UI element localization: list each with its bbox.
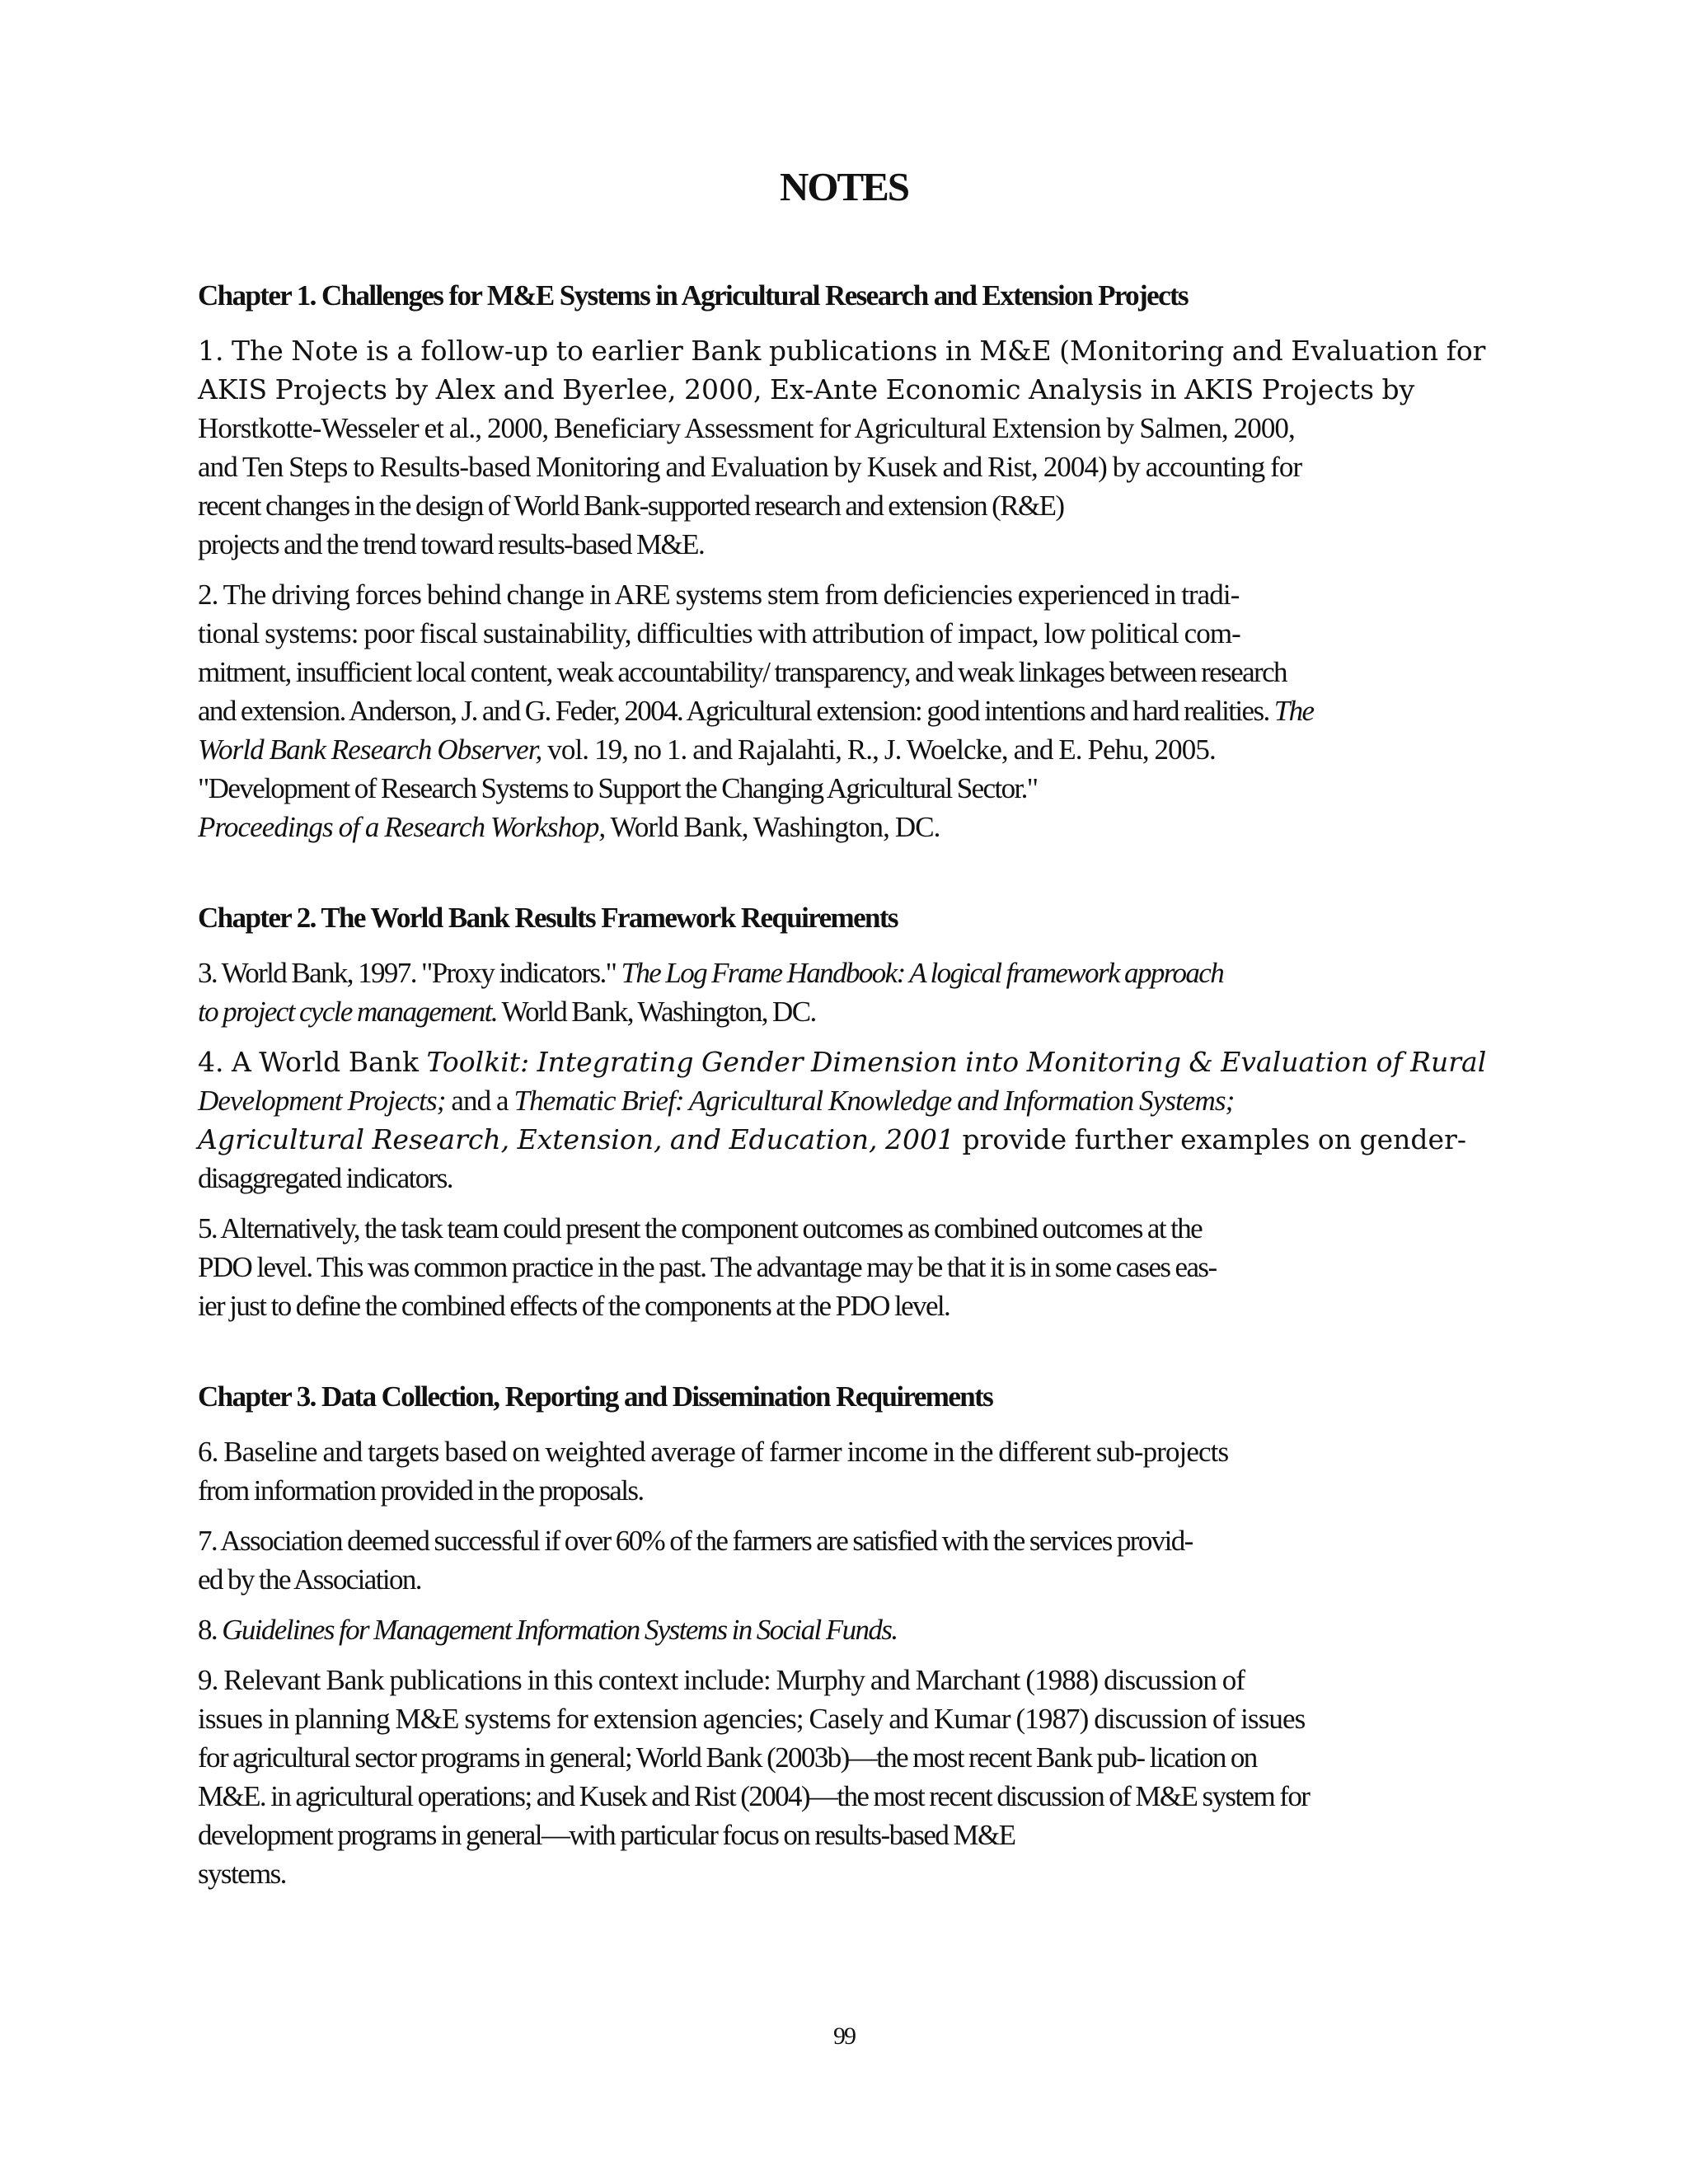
note-9-line: 9. Relevant Bank publications in this context include: Murphy and Marchant (1988) discussion of — [198, 1664, 1245, 1696]
note-3-text: 3. World Bank, 1997. "Proxy indicators." — [198, 957, 617, 989]
chapter-2-section — [198, 899, 1517, 1325]
note-9-line: for agricultural sector programs in general; World Bank (2003b)—the most recent Bank pub- lication on — [198, 1741, 1257, 1774]
note-8-text: 8. — [198, 1614, 218, 1646]
note-2-line: tional systems: poor fiscal sustainability, difficulties with attribution of impact, low political com- — [198, 617, 1240, 649]
page-title: NOTES — [779, 164, 909, 209]
note-2-line — [198, 691, 1517, 730]
note-3 — [198, 954, 1517, 1031]
note-6-line: from information provided in the proposals. — [198, 1474, 644, 1507]
note-9-line: development programs in general—with particular focus on results-based M&E — [198, 1819, 1015, 1851]
book-title: The Log Frame Handbook: A logical framework approach — [621, 957, 1224, 989]
note-1-line: 1. The Note is a follow-up to earlier Bank publications in M&E (Monitoring and Evaluation for — [198, 335, 1486, 367]
section-gap — [198, 1337, 1517, 1378]
note-4-text: 4. A World Bank — [198, 1046, 419, 1078]
toolkit-title: Toolkit: Integrating Gender Dimension into Monitoring & Evaluation of Rural — [426, 1046, 1487, 1078]
note-7 — [198, 1521, 1517, 1599]
toolkit-title: Development Projects; — [198, 1085, 446, 1117]
note-6-line: 6. Baseline and targets based on weighted average of farmer income in the different sub-projects — [198, 1436, 1229, 1468]
thematic-brief-title: Agricultural Research, Extension, and Education, 2001 — [198, 1123, 954, 1155]
journal-title-part: World Bank Research Observer, — [198, 733, 542, 766]
chapter-2-heading: Chapter 2. The World Bank Results Framework Requirements — [198, 902, 898, 934]
chapter-3-heading: Chapter 3. Data Collection, Reporting and Dissemination Requirements — [198, 1380, 993, 1413]
chapter-1-heading: Chapter 1. Challenges for M&E Systems in Agricultural Research and Extension Projects — [198, 279, 1189, 312]
note-1-line: and Ten Steps to Results-based Monitoring and Evaluation by Kusek and Rist, 2004) by accounting for — [198, 451, 1302, 483]
note-7-line: ed by the Association. — [198, 1563, 421, 1596]
note-5 — [198, 1209, 1517, 1325]
note-4-text: provide further examples on gender- — [962, 1123, 1466, 1155]
note-1-line: recent changes in the design of World Bank-supported research and extension (R&E) — [198, 490, 1064, 522]
note-2-line: mitment, insufficient local content, weak accountability/ transparency, and weak linkages between research — [198, 656, 1287, 688]
chapter-3-section — [198, 1378, 1517, 1893]
note-5-line: ier just to define the combined effects of the components at the PDO level. — [198, 1290, 950, 1322]
note-4-line — [198, 1081, 1517, 1120]
note-9-line: systems. — [198, 1858, 286, 1890]
note-2-line: "Development of Research Systems to Support the Changing Agricultural Sector." — [198, 772, 1038, 804]
note-7-line: 7. Association deemed successful if over 60% of the farmers are satisfied with the services provid- — [198, 1525, 1193, 1557]
chapter-1-section — [198, 277, 1517, 846]
note-2-line — [198, 730, 1517, 769]
note-8-line — [198, 1610, 1517, 1649]
note-2-text: and extension. Anderson, J. and G. Feder, 2004. Agricultural extension: good intentions and hard realities. — [198, 695, 1269, 727]
note-2-line — [198, 808, 1517, 846]
note-9-line: M&E. in agricultural operations; and Kusek and Rist (2004)—the most recent discussion of M&E system for — [198, 1780, 1310, 1812]
note-2-text: World Bank, Washington, DC. — [610, 811, 940, 843]
note-1-line: projects and the trend toward results-based M&E. — [198, 528, 705, 560]
proceedings-title: Proceedings of a Research Workshop, — [198, 811, 606, 843]
thematic-brief-title: Thematic Brief: Agricultural Knowledge and Information Systems; — [513, 1085, 1235, 1117]
note-1-line: Horstkotte-Wesseler et al., 2000, Beneficiary Assessment for Agricultural Extension by Salmen, 2000, — [198, 412, 1295, 444]
note-2 — [198, 575, 1517, 846]
section-gap — [198, 858, 1517, 899]
note-4-text: and a — [451, 1085, 509, 1117]
book-title: to project cycle management. — [198, 996, 497, 1028]
note-5-line: 5. Alternatively, the task team could present the component outcomes as combined outcomes at the — [198, 1212, 1203, 1244]
note-1-line: AKIS Projects by Alex and Byerlee, 2000, Ex-Ante Economic Analysis in AKIS Projects by — [198, 373, 1415, 405]
note-3-text: World Bank, Washington, DC. — [501, 996, 816, 1028]
note-4-line — [198, 1120, 1517, 1159]
note-6 — [198, 1432, 1517, 1510]
note-4 — [198, 1043, 1517, 1197]
note-9 — [198, 1661, 1517, 1893]
page-number: 99 — [833, 2022, 855, 2050]
note-8 — [198, 1610, 1517, 1649]
note-4-line — [198, 1043, 1517, 1081]
guidelines-title: Guidelines for Management Information Systems in Social Funds. — [222, 1614, 898, 1646]
journal-title-part: The — [1273, 695, 1314, 727]
note-9-line: issues in planning M&E systems for extension agencies; Casely and Kumar (1987) discussion of issues — [198, 1703, 1306, 1735]
note-5-line: PDO level. This was common practice in the past. The advantage may be that it is in some cases eas- — [198, 1251, 1217, 1283]
note-1 — [198, 331, 1517, 564]
note-2-line: 2. The driving forces behind change in ARE systems stem from deficiencies experienced in tradi- — [198, 579, 1240, 611]
note-3-line — [198, 992, 1517, 1031]
note-2-text: vol. 19, no 1. and Rajalahti, R., J. Woelcke, and E. Pehu, 2005. — [547, 733, 1216, 766]
note-4-line: disaggregated indicators. — [198, 1162, 452, 1194]
note-3-line — [198, 954, 1517, 992]
notes-content — [198, 277, 1517, 1905]
